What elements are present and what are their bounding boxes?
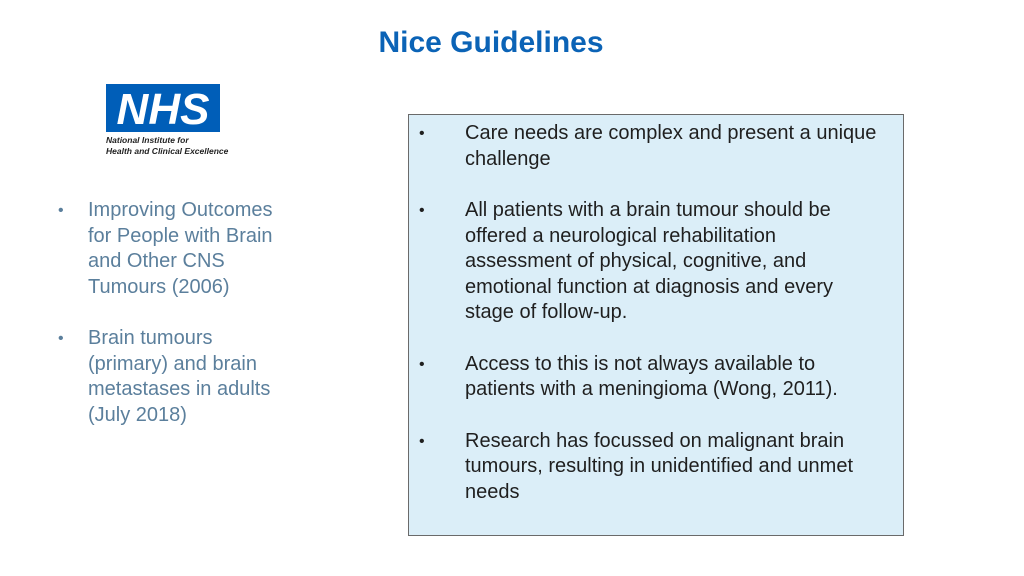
bullet-icon: • xyxy=(58,330,64,347)
logo-mark: NHS xyxy=(116,85,210,132)
list-item xyxy=(409,121,903,172)
logo-line-2: Health and Clinical Excellence xyxy=(106,146,229,156)
list-item-text: Care needs are complex and present a unique challenge xyxy=(465,122,877,170)
list-item-text: Improving Outcomes for People with Brain and Other CNS Tumours (2006) xyxy=(88,199,273,298)
bullet-icon: • xyxy=(58,202,64,219)
box-bullet-list xyxy=(409,121,903,531)
list-item xyxy=(409,198,903,326)
bullet-icon: • xyxy=(419,355,425,373)
bullet-icon: • xyxy=(419,125,425,142)
nhs-nice-logo xyxy=(106,84,256,157)
list-item xyxy=(409,429,903,506)
bullet-icon: • xyxy=(419,432,425,450)
list-item-text: Brain tumours (primary) and brain metastases in adults (July 2018) xyxy=(88,327,271,426)
logo-line-1: National Institute for xyxy=(106,135,189,145)
page-title: Nice Guidelines xyxy=(378,26,604,59)
left-bullet-list xyxy=(56,198,296,454)
list-item-text: All patients with a brain tumour should be offered a neurological rehabilitation assessment of physical, cognitive, and emotional function at diagnosis and every stage of follow-up. xyxy=(465,199,834,323)
list-item-text: Access to this is not always available to patients with a meningioma (Wong, 2011). xyxy=(465,352,838,400)
bullet-icon: • xyxy=(419,202,425,219)
nhs-logo-icon xyxy=(106,84,220,132)
list-item xyxy=(56,326,296,428)
list-item-text: Research has focussed on malignant brain tumours, resulting in unidentified and unmet needs xyxy=(465,429,854,503)
content-box xyxy=(408,114,904,536)
list-item xyxy=(56,198,296,300)
list-item xyxy=(409,352,903,403)
